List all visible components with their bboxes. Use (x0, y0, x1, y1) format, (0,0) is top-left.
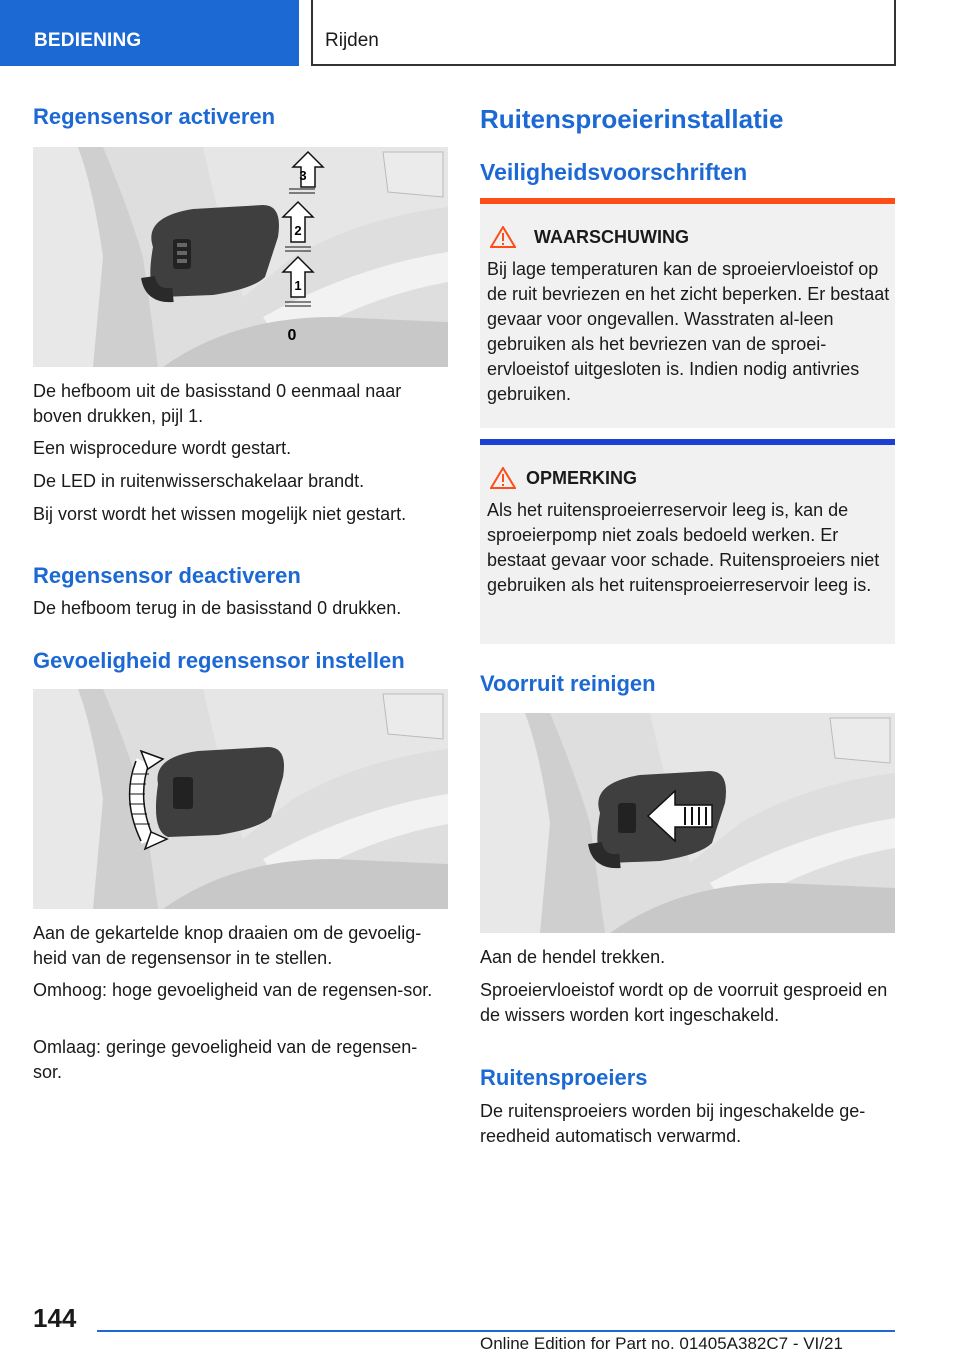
warning-triangle-icon (490, 226, 516, 248)
heading-ruitensproeierinstallatie: Ruitensproeierinstallatie (480, 104, 784, 134)
fig-label-2: 2 (294, 223, 302, 238)
heading-voorruit-reinigen: Voorruit reinigen (480, 671, 656, 696)
paragraph-down-low: Omlaag: geringe gevoeligheid van de regensen-sor. (33, 1037, 418, 1082)
heading-ruitensproeiers: Ruitensproeiers (480, 1065, 648, 1090)
page-header (0, 0, 960, 66)
paragraph-up-high: Omhoog: hoge gevoeligheid van de regensen-sor. (33, 980, 433, 1000)
warning-title (490, 226, 689, 248)
note-label: OPMERKING (526, 467, 638, 488)
heading-gevoeligheid: Gevoeligheid regensensor instellen (33, 648, 405, 673)
footer-edition: Online Edition for Part no. 01405A382C7 - VI/21 (480, 1334, 843, 1353)
lever-up-illustration (33, 147, 448, 367)
paragraph-turn-knob: Aan de gekartelde knop draaien om de gevoelig-heid van de regensensor in te stellen. (33, 923, 422, 968)
chapter-label: Rijden (325, 30, 379, 51)
note-callout (480, 439, 895, 644)
footer-rule (97, 1330, 895, 1332)
page-number: 144 (33, 1303, 77, 1333)
figure-pull-lever (480, 713, 895, 933)
paragraph-push-lever: De hefboom uit de basisstand 0 eenmaal naar boven drukken, pijl 1. (33, 381, 402, 426)
heading-veiligheidsvoorschriften: Veiligheidsvoorschriften (480, 159, 748, 185)
note-triangle-icon (490, 467, 516, 489)
paragraph-led: De LED in ruitenwisserschakelaar brandt. (33, 471, 365, 491)
heading-regensensor-deactiveren: Regensensor deactiveren (33, 563, 301, 588)
warning-callout (480, 198, 895, 428)
note-title (490, 467, 637, 489)
note-text: Als het ruitensproeierreservoir leeg is, kan de sproeierpomp niet zoals bedoeld werken. Er bestaat gevaar voor schade. Ruitensproeiers niet gebruiken als het ruitensproeierreservoir leeg is. (487, 500, 880, 595)
warning-text: Bij lage temperaturen kan de sproeiervloeistof op de ruit bevriezen en het zicht beperken. Er bestaat gevaar voor ongevallen. Wasstraten al-leen gebruiken als het bevriezen van de sproei-ervloeistof uitgesloten is. Indien nodig antivries gebruiken. (487, 259, 890, 404)
pull-lever-illustration (480, 713, 895, 933)
warning-label: WAARSCHUWING (534, 226, 689, 247)
paragraph-pull-lever: Aan de hendel trekken. (480, 947, 666, 967)
paragraph-fluid-sprayed: Sproeiervloeistof wordt op de voorruit gesproeid en de wissers worden kort ingeschakeld. (480, 980, 888, 1025)
paragraph-wiping-started: Een wisprocedure wordt gestart. (33, 438, 292, 458)
paragraph-frost: Bij vorst wordt het wissen mogelijk niet gestart. (33, 504, 407, 524)
section-label: BEDIENING (34, 30, 142, 51)
fig-label-1: 1 (294, 278, 302, 293)
paragraph-deactivate: De hefboom terug in de basisstand 0 drukken. (33, 598, 402, 618)
figure-lever-up (33, 147, 448, 367)
paragraph-heated-nozzles: De ruitensproeiers worden bij ingeschakelde ge-reedheid automatisch verwarmd. (480, 1101, 866, 1146)
section-tab (0, 0, 299, 66)
heading-regensensor-activeren: Regensensor activeren (33, 104, 276, 129)
warning-bar (480, 198, 895, 204)
fig-label-0: 0 (287, 327, 297, 344)
chapter-tab (311, 0, 896, 66)
fig-label-3: 3 (299, 168, 307, 183)
note-bar (480, 439, 895, 445)
knurled-knob-illustration (33, 689, 448, 909)
figure-knurled-knob (33, 689, 448, 909)
